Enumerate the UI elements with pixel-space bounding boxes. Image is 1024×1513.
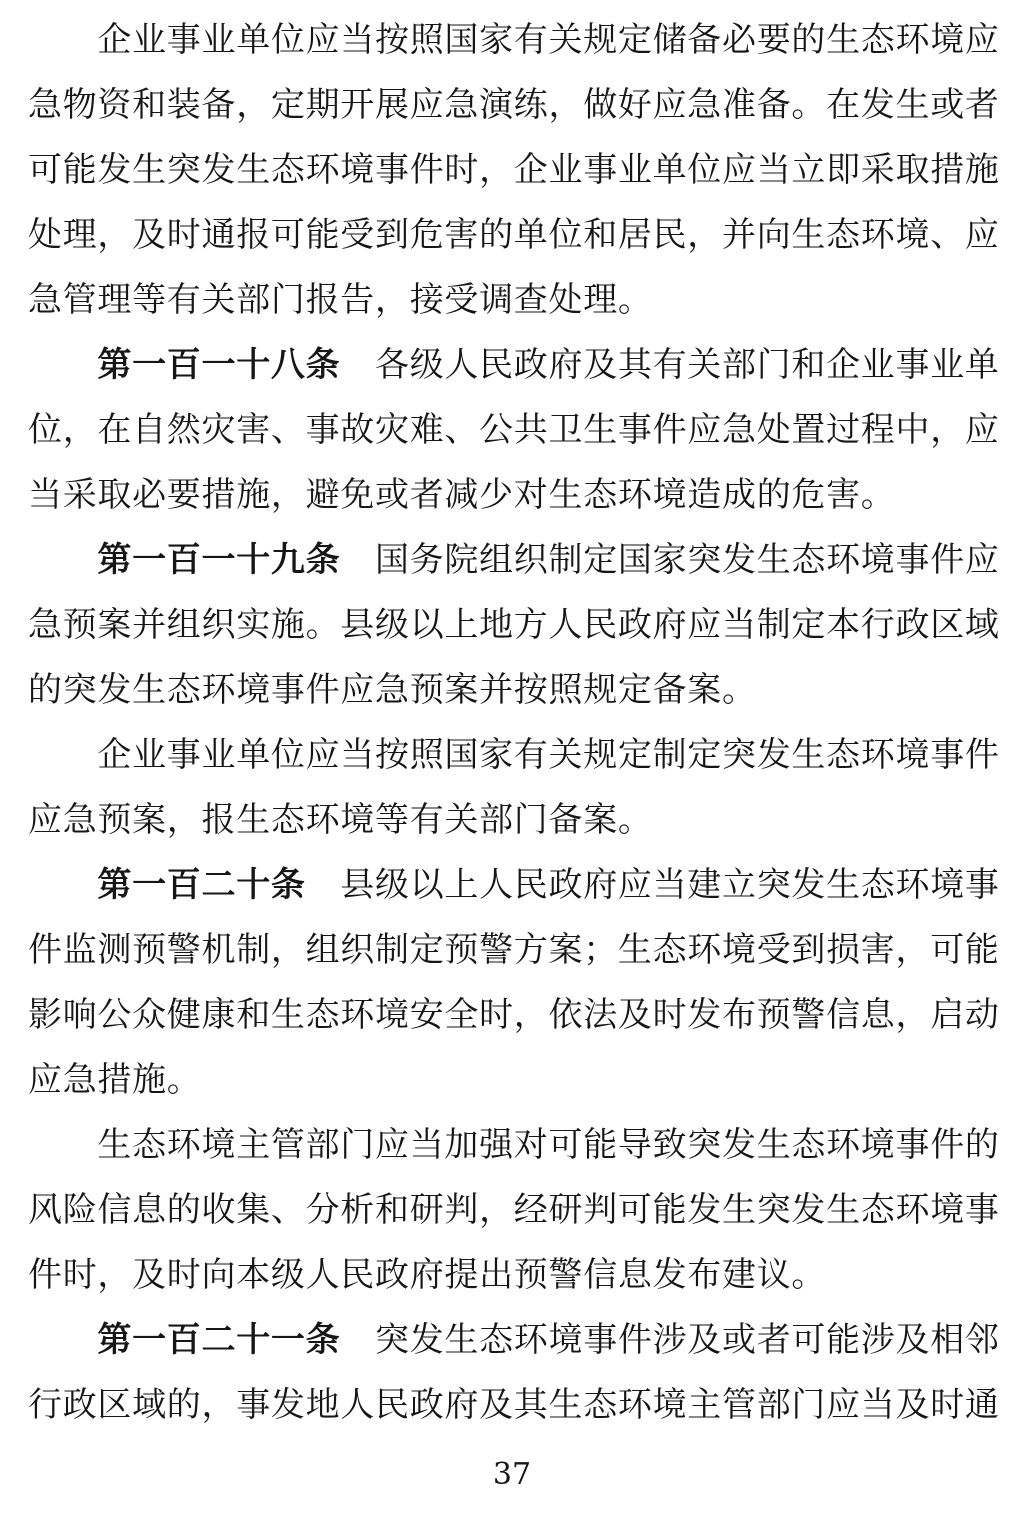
text-line	[28, 1113, 1000, 1178]
page-number: 37	[492, 1457, 532, 1492]
text-segment: 件时，及时向本级人民政府提出预警信息发布建议。	[28, 1255, 827, 1295]
text-line	[28, 73, 1000, 138]
text-line	[28, 1308, 1000, 1373]
text-line	[28, 8, 1000, 73]
paragraph-indent	[28, 895, 97, 896]
text-segment: 县级以上人民政府应当建立突发生态环境事	[305, 865, 1000, 905]
text-segment: 应急措施。	[28, 1060, 202, 1100]
text-segment: 企业事业单位应当按照国家有关规定储备必要的生态环境应	[97, 20, 1000, 60]
text-segment: 可能发生突发生态环境事件时，企业事业单位应当立即采取措施	[28, 150, 1000, 190]
text-segment: 生态环境主管部门应当加强对可能导致突发生态环境事件的	[97, 1125, 1000, 1165]
text-line	[28, 983, 1000, 1048]
text-line	[28, 658, 1000, 723]
text-line	[28, 528, 1000, 593]
text-segment: 企业事业单位应当按照国家有关规定制定突发生态环境事件	[97, 735, 1000, 775]
text-segment: 各级人民政府及其有关部门和企业事业单	[340, 345, 1000, 385]
text-segment: 位，在自然灾害、事故灾难、公共卫生事件应急处置过程中，应	[28, 410, 1000, 450]
text-line	[28, 1243, 1000, 1308]
paragraph-indent	[28, 50, 97, 51]
text-line	[28, 1178, 1000, 1243]
text-segment: 急物资和装备，定期开展应急演练，做好应急准备。在发生或者	[28, 85, 1000, 125]
text-line	[28, 268, 1000, 333]
text-segment: 急管理等有关部门报告，接受调查处理。	[28, 280, 653, 320]
text-segment: 应急预案，报生态环境等有关部门备案。	[28, 800, 653, 840]
text-line	[28, 138, 1000, 203]
paragraph-indent	[28, 1155, 97, 1156]
text-line	[28, 593, 1000, 658]
text-segment: 当采取必要措施，避免或者减少对生态环境造成的危害。	[28, 475, 896, 515]
text-line	[28, 203, 1000, 268]
text-segment: 件监测预警机制，组织制定预警方案；生态环境受到损害，可能	[28, 930, 1000, 970]
article-number: 第一百一十九条	[97, 540, 341, 580]
text-segment: 风险信息的收集、分析和研判，经研判可能发生突发生态环境事	[28, 1190, 1000, 1230]
text-line	[28, 1048, 1000, 1113]
article-number: 第一百一十八条	[97, 345, 341, 385]
paragraph-indent	[28, 1350, 97, 1351]
article-number: 第一百二十一条	[97, 1320, 341, 1360]
text-line	[28, 333, 1000, 398]
paragraph-indent	[28, 765, 97, 766]
text-line	[28, 723, 1000, 788]
text-block	[28, 8, 1000, 1438]
text-segment: 急预案并组织实施。县级以上地方人民政府应当制定本行政区域	[28, 605, 1000, 645]
text-line	[28, 853, 1000, 918]
paragraph-indent	[28, 375, 97, 376]
text-segment: 行政区域的，事发地人民政府及其生态环境主管部门应当及时通	[28, 1385, 1000, 1425]
text-line	[28, 788, 1000, 853]
text-segment: 的突发生态环境事件应急预案并按照规定备案。	[28, 670, 757, 710]
text-line	[28, 918, 1000, 983]
text-line	[28, 1373, 1000, 1438]
text-segment: 突发生态环境事件涉及或者可能涉及相邻	[340, 1320, 1000, 1360]
text-line	[28, 463, 1000, 528]
text-line	[28, 398, 1000, 463]
article-number: 第一百二十条	[97, 865, 306, 905]
text-segment: 处理，及时通报可能受到危害的单位和居民，并向生态环境、应	[28, 215, 1000, 255]
text-segment: 影响公众健康和生态环境安全时，依法及时发布预警信息，启动	[28, 995, 1000, 1035]
text-segment: 国务院组织制定国家突发生态环境事件应	[340, 540, 1000, 580]
paragraph-indent	[28, 570, 97, 571]
